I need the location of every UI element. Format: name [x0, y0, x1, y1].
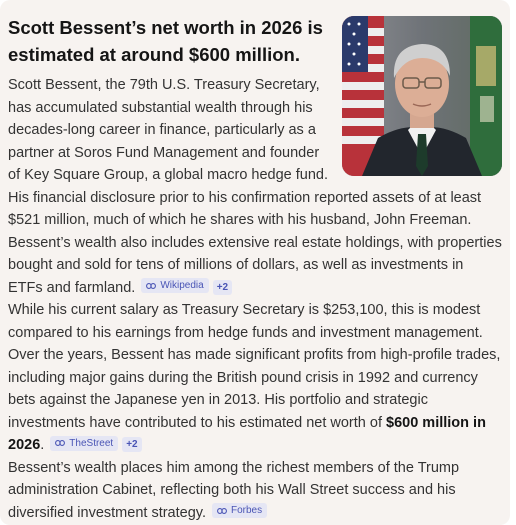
paragraph-2	[8, 299, 502, 457]
citation-thestreet-label: TheStreet	[69, 437, 114, 449]
paragraph-3	[8, 457, 502, 525]
paragraph-3-text: Bessent’s wealth places him among the richest members of the Trump administration Cabinet, reflecting both his Wall Street success and his diversified investment strategy.	[8, 459, 460, 521]
citation-wikipedia-label: Wikipedia	[160, 280, 204, 291]
paragraph-1-text: Scott Bessent, the 79th U.S. Treasury Secretary, has accumulated substantial wealth through his decades-long career in finance, particularly as a partner at Soros Fund Management and founder of Key Square Group, a global macro hedge fund. His financial disclosure prior to his confirmation reported assets of at least $521 million, much of which he shares with his husband, John Freeman. Bessent’s wealth also includes extensive real estate holdings, with properties bought and sold for tens of millions of dollars, as well as investments in ETFs and farmland.	[8, 77, 502, 296]
link-icon	[217, 507, 227, 515]
link-icon	[55, 439, 65, 447]
citation-wikipedia[interactable]	[141, 278, 208, 293]
flag-right	[470, 16, 502, 176]
citation-forbes[interactable]	[212, 503, 267, 518]
headline: Scott Bessent’s net worth in 2026 is estimated at around $600 million.	[8, 17, 323, 65]
paragraph-2-end: .	[40, 437, 45, 453]
paragraph-2-text: While his current salary as Treasury Secretary is $253,100, this is modest compared to his earnings from hedge funds and investment management. Over the years, Bessent has made significant profits from high-profile trades, including major gains during the British pound crisis in 1992 and currency bets against the Japanese yen in 2013. His portfolio and strategic investments have contributed to his estimated net worth of	[8, 302, 501, 431]
citation-wikipedia-more[interactable]: +2	[213, 280, 232, 295]
portrait-illustration	[342, 16, 502, 176]
net-worth-highlight: $600 million in 2026	[8, 414, 486, 453]
link-icon	[146, 282, 156, 290]
portrait-image[interactable]	[342, 16, 502, 176]
citation-thestreet-more[interactable]: +2	[122, 437, 141, 452]
citation-thestreet[interactable]	[50, 436, 118, 451]
citation-forbes-label: Forbes	[230, 505, 263, 516]
